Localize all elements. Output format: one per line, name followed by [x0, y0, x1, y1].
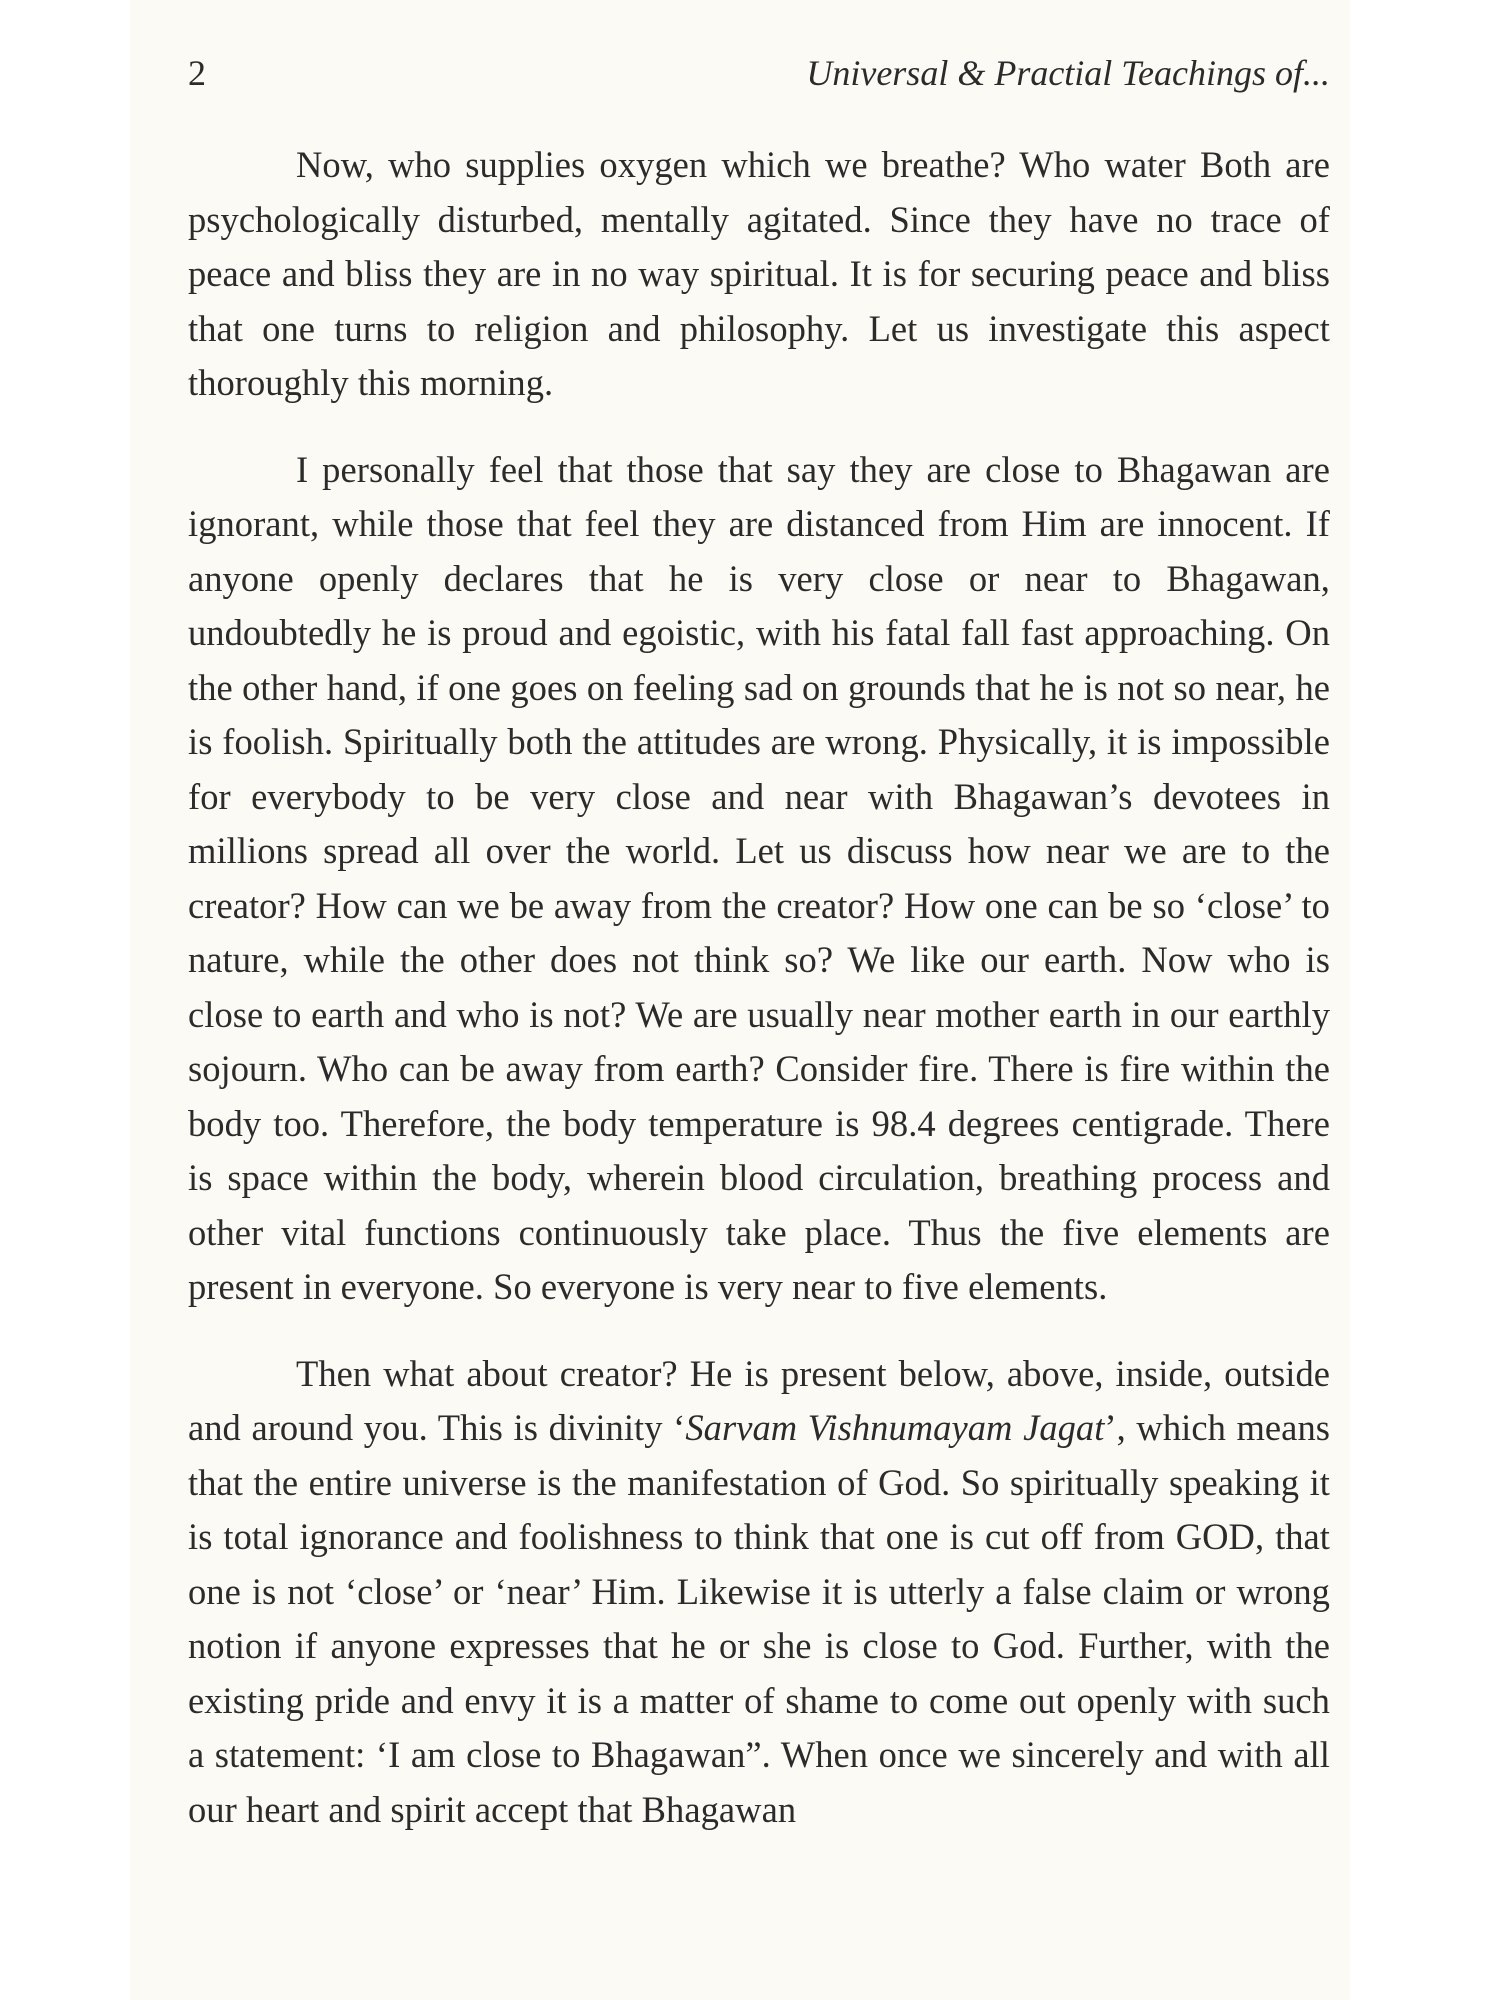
paragraph-1: Now, who supplies oxygen which we breathe? Who water Both are psychologically disturbed, mentally agitated. Since they have no trace of peace and bliss they are in no way spiritual. It is for securing peace and bliss that one turns to religion and philosophy. Let us investigate this aspect thoroughly this morning.	[188, 144, 1330, 403]
sanskrit-quote: Sarvam Vishnumayam Jagat	[685, 1407, 1105, 1448]
page-number: 2	[188, 53, 206, 93]
book-page	[130, 0, 1350, 2000]
paragraph-3	[188, 1347, 1330, 1838]
running-title: Universal & Practial Teachings of...	[806, 53, 1330, 93]
running-header	[188, 52, 1330, 112]
body-text	[188, 138, 1330, 1837]
paragraph-3-lead: Then what about creator? He is present below, above, inside, outside and around you. This is divinity ‘	[188, 1352, 1330, 1448]
paragraph-2: I personally feel that those that say they are close to Bhagawan are ignorant, while those that feel they are distanced from Him are innocent. If anyone openly declares that he is very close or near to Bhagawan, undoubtedly he is proud and egoistic, with his fatal fall fast approaching. On the other hand, if one goes on feeling sad on grounds that he is not so near, he is foolish. Spiritually both the attitudes are wrong. Physically, it is impossible for everybody to be very close and near with Bhagawan’s devotees in millions spread all over the world. Let us discuss how near we are to the creator? How can we be away from the creator? How one can be so ‘close’ to nature, while the other does not think so? We like our earth. Now who is close to earth and who is not? We are usually near mother earth in our earthly sojourn. Who can be away from earth? Consider fire. There is fire within the body too. Therefore, the body temperature is 98.4 degrees centigrade. There is space within the body, wherein blood circulation, breathing process and other vital functions continuously take place. Thus the five elements are present in everyone. So everyone is very near to five elements.	[188, 448, 1330, 1307]
paragraph-3-rest: ’, which means that the entire universe is the manifestation of God. So spiritually speaking it is total ignorance and foolishness to think that one is cut off from GOD, that one is not ‘close’ or ‘near’ Him. Likewise it is utterly a false claim or wrong notion if anyone expresses that he or she is close to God. Further, with the existing pride and envy it is a matter of shame to come out openly with such a statement: ‘I am close to Bhagawan”. When once we sincerely and with all our heart and spirit accept that Bhagawan	[188, 1407, 1330, 1830]
